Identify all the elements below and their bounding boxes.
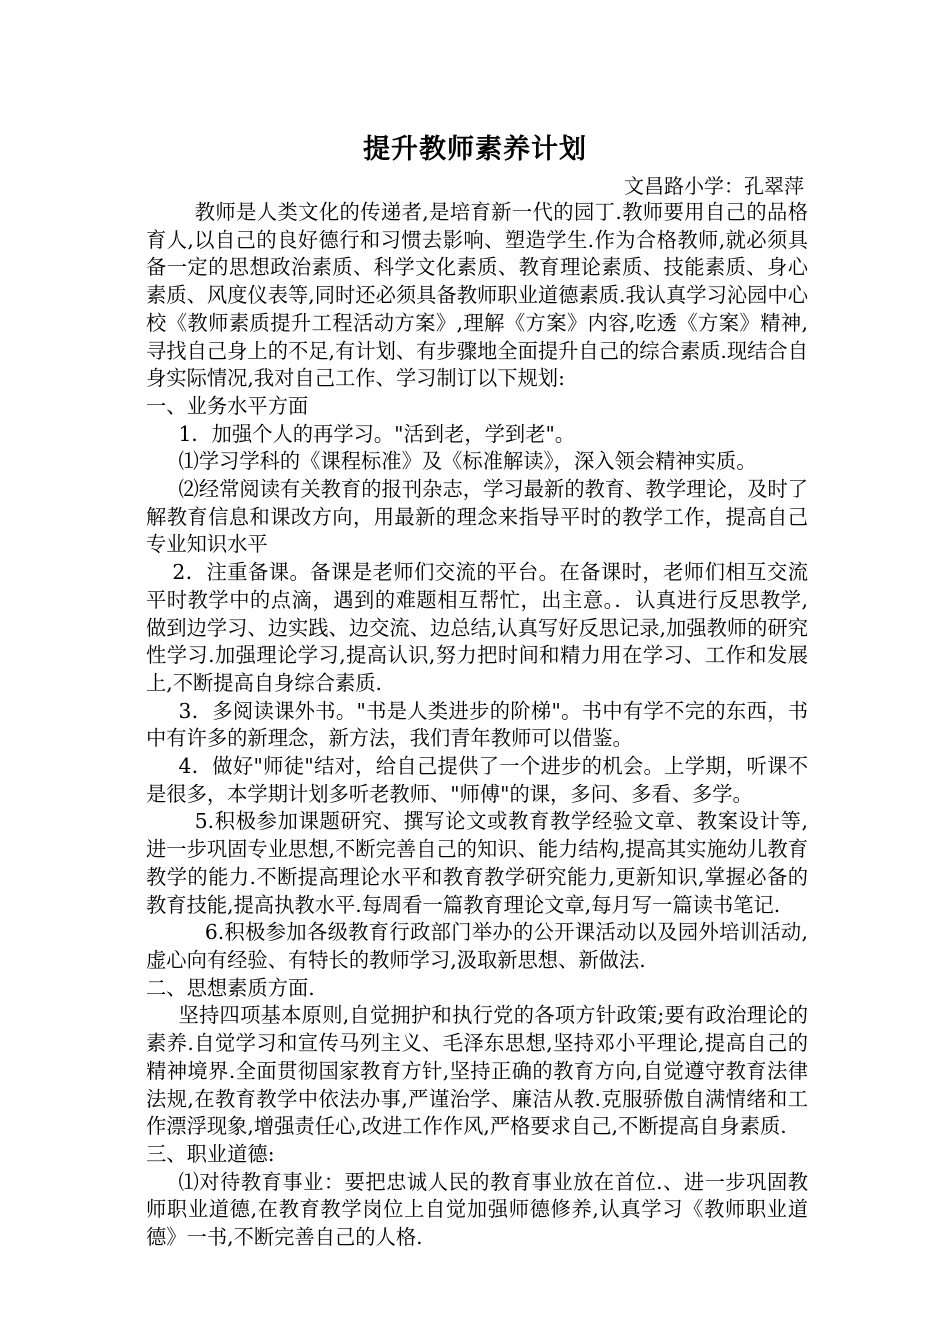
- section-heading-business: 一、业务水平方面: [146, 393, 309, 418]
- section-heading-ideology: 二、思想素质方面.: [146, 975, 315, 1000]
- paragraph-item-3: 3．多阅读课外书。"书是人类进步的阶梯"。书中有学不完的东西，书中有许多的新理念，新方法，我们青年教师可以借鉴。: [146, 698, 808, 751]
- paragraph-item-1-sub-1: ⑴学习学科的《课程标准》及《标准解读》，深入领会精神实质。: [178, 449, 757, 474]
- section-heading-ethics: 三、职业道德:: [146, 1141, 275, 1166]
- paragraph-intro: 教师是人类文化的传递者,是培育新一代的园丁.教师要用自己的品格育人,以自己的良好德行和习惯去影响、塑造学生.作为合格教师,就必须具备一定的思想政治素质、科学文化素质、教育理论素质、技能素质、身心素质、风度仪表等,同时还必须具备教师职业道德素质.我认真学习沁园中心校《教师素质提升工程活动方案》,理解《方案》内容,吃透《方案》精神,寻找自己身上的不足,有计划、有步骤地全面提升自己的综合素质.现结合自身实际情况,我对自己工作、学习制订以下规划:: [146, 200, 808, 391]
- paragraph-item-4: 4．做好"师徒"结对，给自己提供了一个进步的机会。上学期，听课不是很多，本学期计划多听老教师、"师傅"的课，多问、多看、多学。: [146, 754, 808, 806]
- document-title: 提升教师素养计划: [363, 134, 587, 165]
- document-author: 文昌路小学：孔翠萍: [624, 174, 804, 198]
- paragraph-item-6: 6.积极参加各级教育行政部门举办的公开课活动以及园外培训活动,虚心向有经验、有特长的教师学习,汲取新思想、新做法.: [146, 920, 808, 972]
- paragraph-item-1: 1．加强个人的再学习。"活到老，学到老"。: [178, 421, 576, 446]
- paragraph-ideology: 坚持四项基本原则,自觉拥护和执行党的各项方针政策;要有政治理论的素养.自觉学习和宣传马列主义、毛泽东思想,坚持邓小平理论,提高自己的精神境界.全面贯彻国家教育方针,坚持正确的教育方向,自觉遵守教育法律法规,在教育教学中依法办事,严谨治学、廉洁从教.克服骄傲自满情绪和工作漂浮现象,增强责任心,改进工作作风,严格要求自己,不断提高自身素质.: [146, 1003, 808, 1139]
- paragraph-item-1-sub-2: ⑵经常阅读有关教育的报刊杂志，学习最新的教育、教学理论，及时了解教育信息和课改方向，用最新的理念来指导平时的教学工作，提高自己专业知识水平: [146, 477, 808, 557]
- paragraph-item-5: 5.积极参加课题研究、撰写论文或教育教学经验文章、教案设计等,进一步巩固专业思想,不断完善自己的知识、能力结构,提高其实施幼儿教育教学的能力.不断提高理论水平和教育教学研究能力,更新知识,掌握必备的教育技能,提高执教水平.每周看一篇教育理论文章,每月写一篇读书笔记.: [146, 809, 808, 917]
- document-body: [146, 199, 808, 1252]
- paragraph-ethics-1: ⑴对待教育事业：要把忠诚人民的教育事业放在首位.、进一步巩固教师职业道德,在教育教学岗位上自觉加强师德修养,认真学习《教师职业道德》一书,不断完善自己的人格.: [146, 1169, 808, 1250]
- paragraph-item-2: 2．注重备课。备课是老师们交流的平台。在备课时，老师们相互交流平时教学中的点滴，遇到的难题相互帮忙，出主意。．认真进行反思教学,做到边学习、边实践、边交流、边总结,认真写好反思记录,加强教师的研究性学习.加强理论学习,提高认识,努力把时间和精力用在学习、工作和发展上,不断提高自身综合素质.: [146, 560, 808, 695]
